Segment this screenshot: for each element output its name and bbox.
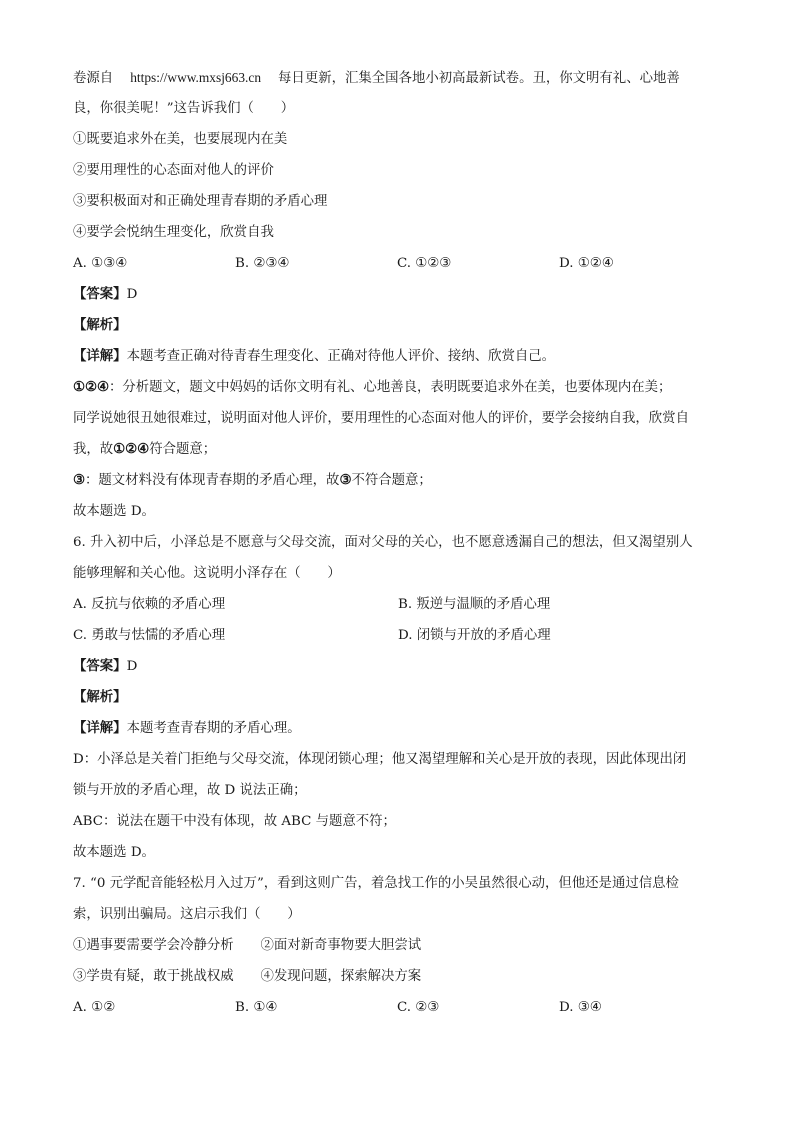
explain-text: 我，故 [73,442,114,457]
source-url[interactable]: https://www.mxsj663.cn [130,70,262,85]
q5-explain-3 [73,434,723,465]
detail-text: 本题考查青春期的矛盾心理。 [126,721,301,736]
header-line [73,62,723,93]
source-suffix: 每日更新，汇集全国各地小初高最新试卷。丑，你文明有礼、心地善 [278,71,680,86]
q6-stem-2: 能够理解和关心他。这说明小泽存在（ ） [73,566,341,581]
mark: ③ [73,472,86,488]
q6-answer [73,651,723,682]
document-page [73,62,723,1023]
q6-explain-1: D：小泽总是关着门拒绝与父母交流，体现闭锁心理；他又渴望理解和关心是开放的表现，因此体现出闭 [73,752,687,767]
q5-analysis-label: 【解析】 [73,317,127,333]
q5-detail [73,341,723,372]
q6-options-row-2 [73,620,723,651]
mark: ③ [339,472,352,488]
q7-option-c: C. ②③ [397,1000,440,1015]
q7-option-a: A. ①② [73,1000,116,1015]
q7-option-d: D. ③④ [559,1000,602,1015]
q7-items-row-2: ③学贵有疑，敢于挑战权威 ④发现问题，探索解决方案 [73,969,422,984]
answer-value: D [126,659,138,674]
q7-items-row-1: ①遇事要需要学会冷静分析 ②面对新奇事物要大胆尝试 [73,938,422,953]
detail-text: 本题考查正确对待青春生理变化、正确对待他人评价、接纳、欣赏自己。 [126,349,556,364]
q6-option-d: D. 闭锁与开放的矛盾心理 [398,628,551,643]
mark: ①②④ [113,441,150,457]
q6-conclusion: 故本题选 D。 [73,845,155,860]
q5-option-a: A. ①③④ [73,256,128,271]
q6-analysis-label: 【解析】 [73,689,127,705]
q5-explain-4 [73,465,723,496]
q5-options [73,248,723,279]
q6-detail [73,713,723,744]
q5-explain-2: 同学说她很丑她很难过，说明面对他人评价，要用理性的心态面对他人的评价，要学会接纳自我，欣赏自 [73,411,689,426]
q6-stem-1: 6. 升入初中后，小泽总是不愿意与父母交流，面对父母的关心，也不愿意透漏自己的想法，但又渴望别人 [73,535,693,550]
q7-option-b: B. ①④ [235,1000,278,1015]
q5-explain-1 [73,372,723,403]
q6-explain-2: 锁与开放的矛盾心理，故 D 说法正确； [73,783,307,798]
mark: ①②④ [73,379,110,395]
explain-text: 不符合题意； [351,473,432,488]
explain-text: ：题文材料没有体现青春期的矛盾心理，故 [85,473,340,488]
detail-label: 【详解】 [73,348,127,364]
q6-options-row-1 [73,589,723,620]
q5-item-2: ②要用理性的心态面对他人的评价 [73,163,274,178]
q6-explain-3: ABC：说法在题干中没有体现，故 ABC 与题意不符； [73,814,396,829]
answer-label: 【答案】 [73,286,127,302]
q5-item-4: ④要学会悦纳生理变化，欣赏自我 [73,225,274,240]
q7-options [73,992,723,1023]
answer-label: 【答案】 [73,658,127,674]
q7-stem-2: 索，识别出骗局。这启示我们（ ） [73,907,301,922]
answer-value: D [126,287,138,302]
q5-option-d: D. ①②④ [559,256,614,271]
q6-option-a: A. 反抗与依赖的矛盾心理 [73,597,226,612]
explain-text: 符合题意； [149,442,217,457]
q6-option-c: C. 勇敢与怯懦的矛盾心理 [73,628,226,643]
detail-label: 【详解】 [73,720,127,736]
source-prefix: 卷源自 [73,71,114,86]
q5-conclusion: 故本题选 D。 [73,504,155,519]
q5-item-3: ③要积极面对和正确处理青春期的矛盾心理 [73,194,328,209]
explain-text: ：分析题文，题文中妈妈的话你文明有礼、心地善良，表明既要追求外在美，也要体现内在美； [109,380,672,395]
q7-stem-1: 7. “0 元学配音能轻松月入过万”，看到这则广告，着急找工作的小吴虽然很心动，但他还是通过信息检 [73,876,679,891]
q5-stem: 良，你很美呢！”这告诉我们（ ） [73,101,295,116]
q5-answer [73,279,723,310]
q5-option-b: B. ②③④ [235,256,290,271]
q5-option-c: C. ①②③ [397,256,452,271]
q5-item-1: ①既要追求外在美，也要展现内在美 [73,132,288,147]
q6-option-b: B. 叛逆与温顺的矛盾心理 [398,597,551,612]
